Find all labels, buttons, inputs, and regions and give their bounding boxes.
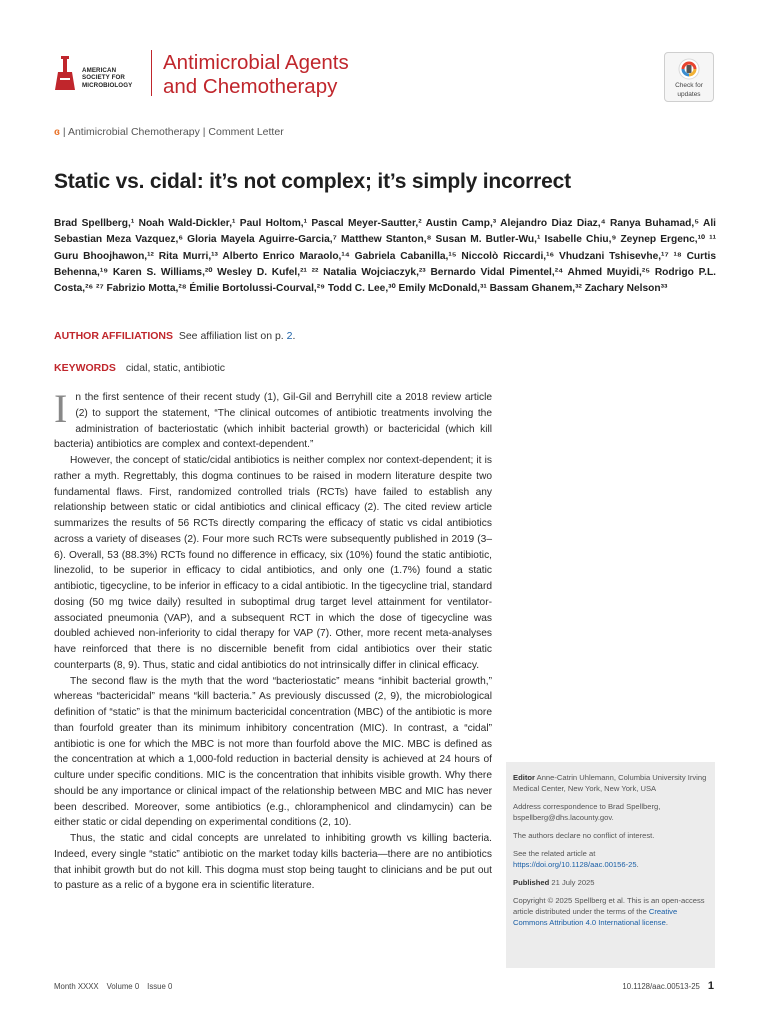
affiliations-label: AUTHOR AFFILIATIONS <box>54 330 173 342</box>
affiliations-page-link[interactable]: 2 <box>286 330 293 342</box>
related-article-link[interactable]: https://doi.org/10.1128/aac.00156-25 <box>513 860 637 869</box>
keywords-list: cidal, static, antibiotic <box>125 362 226 374</box>
check-for-updates-button[interactable]: Check for updates <box>664 52 714 102</box>
article-info-sidebar <box>506 762 715 968</box>
body-paragraph: However, the concept of static/cidal antibiotics is neither complex nor context-dependent; it is rather a myth. Regrettably, this dogma continues to be raised in modern literature despite two fundamental flaws. First, randomized controlled trials (RCTs) have failed to establish any relationship between static or cidal antibiotics and clinical efficacy (2). The cited review article summarizes the results of 56 RCTs directly comparing the efficacy of static vs cidal antibiotics across a variety of diseases (2). Four more such RCTs were subsequently published in 2019 (3–6). Overall, 53 (88.3%) RCTs found no difference in efficacy, six (10%) found the static antibiotic, linezolid, to be superior in efficacy to cidal antibiotics, and only one (1.7%) found a static antibiotic, tigecycline, to be inferior in efficacy to a cidal antibiotic. In the tigecycline trial, standard dosing (50 mg twice daily) resulted in suboptimal drug target level attainment for ventilator-associated pneumonia (VAP), and a subsequent RCT in which the dose of tigecycline was doubled achieved non-inferiority to cidal therapy for VAP (7). Other, more recent meta-analyses have reinforced that there is no discernible benefit from cidal antibiotics over their static counterparts (8, 9). Thus, static and cidal antibiotics do not intrinsically differ in clinical efficacy. <box>54 455 492 671</box>
keywords-label: KEYWORDS <box>54 362 116 374</box>
correspondence-info: Address correspondence to Brad Spellberg, bspellberg@dhs.lacounty.gov. <box>513 802 661 822</box>
footer-issue-info: Month XXXX Volume 0 Issue 0 <box>54 982 173 991</box>
category-breadcrumb[interactable]: | Antimicrobial Chemotherapy | Comment Letter <box>62 126 284 138</box>
page-number: 1 <box>707 980 714 992</box>
body-paragraph: In the first sentence of their recent study (1), Gil-Gil and Berryhill cite a 2018 review article (2) to support the statement, “The clinical outcomes of antibiotic treatments involving the administration of bacteriostatic (which inhibit bacterial growth) or bactericidal (which kill bacteria) antibiotics are complex and context-dependent.” <box>54 386 492 451</box>
keywords <box>54 362 225 374</box>
asm-org-name: AMERICAN SOCIETY FOR MICROBIOLOGY <box>82 67 133 89</box>
doi-text: 10.1128/aac.00513-25 <box>622 982 700 991</box>
body-paragraph: Thus, the static and cidal concepts are unrelated to inhibiting growth vs killing bacteria. Indeed, every single “static” antibiotic on the market today kills bacteria—there are no antibiotics that inhibit growth but do not kill. This dogma must stop being taught to clinicians and be put out to pasture as a relic of a bygone era in scientific literature. <box>54 833 492 892</box>
copyright-info: Copyright © 2025 Spellberg et al. This is an open-access article distributed under the terms of the Creative Commons Attribution 4.0 International license. <box>513 896 705 927</box>
journal-title: Antimicrobial Agents and Chemotherapy <box>163 51 349 98</box>
published-date: Published 21 July 2025 <box>513 878 595 887</box>
conflict-statement: The authors declare no conflict of interest. <box>513 831 655 840</box>
body-paragraph: The second flaw is the myth that the word “bacteriostatic” means “inhibit bacterial growth,” whereas “bactericidal” means “kill bacteria.” As previously discussed (2, 9), the microbiological definition of “static” is that the minimum bactericidal concentration (MBC) of the antibiotic is more than fourfold greater than its minimum inhibitory concentration (MIC). In contrast, a “cidal” antibiotic is one for which the MBC is not more than fourfold above the MIC. MBC is defined as the concentration at which a 1,000-fold reduction in bacterial density is achieved at 24 hours of culture under specific conditions. MIC is the concentration that inhibits visible growth. Why there should be any importance or clinical impact of the relationship between MBC and MIC has never been described. Moreover, some antibiotics (e.g., chloramphenicol and clindamycin) can be either static or cidal depending on experimental conditions (2, 10). <box>54 675 492 829</box>
license-link[interactable]: Creative Commons Attribution 4.0 International license <box>513 907 678 927</box>
asm-logo <box>54 56 146 98</box>
crossmark-icon <box>678 58 700 80</box>
footer-doi <box>622 980 714 992</box>
author-list: Brad Spellberg,¹ Noah Wald-Dickler,¹ Paul Holtom,¹ Pascal Meyer-Sautter,² Austin Camp,³ Alejandro Diaz Diaz,⁴ Ranya Buhamad,⁵ Ali Sebastian Meza Vazquez,⁶ Gloria Mayela Aguirre-Garcia,⁷ Matthew Stanton,⁸ Susan M. Butler-Wu,¹ Isabelle Chiu,⁹ Zeynep Ergenc,¹⁰ ¹¹ Guru Bhoojhawon,¹² Rita Murri,¹³ Alberto Enrico Maraolo,¹⁴ Gabriela Cabanilla,¹⁵ Niccolò Riccardi,¹⁶ Vhudzani Tshisevhe,¹⁷ ¹⁸ Curtis Behenna,¹⁹ Karen S. Williams,²⁰ Wesley D. Kufel,²¹ ²² Natalia Wojciaczyk,²³ Bernardo Vidal Pimentel,²⁴ Ahmed Muyidi,²⁵ Rodrigo P.L. Costa,²⁶ ²⁷ Fabrizio Motta,²⁸ Émilie Bortolussi-Courval,²⁹ Todd C. Lee,³⁰ Emily McDonald,³¹ Bassam Ghanem,³² Zachary Nelson³³ <box>54 218 716 295</box>
article-title: Static vs. cidal: it’s not complex; it’s simply incorrect <box>54 170 571 193</box>
article-body <box>54 386 492 894</box>
asm-flask-icon <box>54 56 76 92</box>
related-article: See the related article at https://doi.org/10.1128/aac.00156-25. <box>513 849 639 869</box>
open-access-icon: ɞ <box>54 126 60 138</box>
drop-cap: I <box>54 386 68 431</box>
author-affiliations: AUTHOR AFFILIATIONS See affiliation list on p. 2. <box>54 330 296 342</box>
editor-info: Editor Anne-Catrin Uhlemann, Columbia University Irving Medical Center, New York, New York, USA <box>513 773 707 793</box>
header-divider <box>151 50 152 96</box>
article-category <box>54 126 284 138</box>
